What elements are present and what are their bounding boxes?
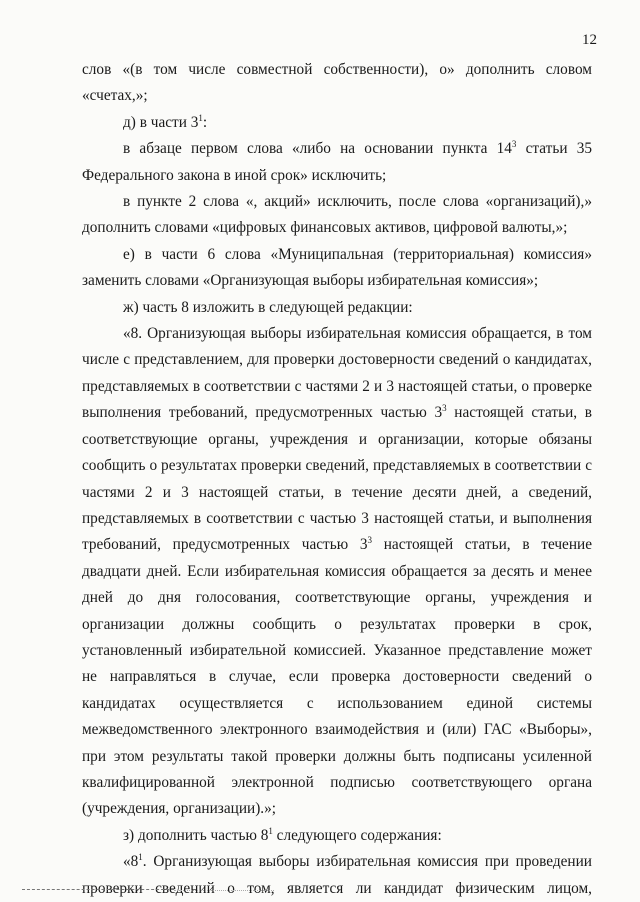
text-run: «8. Организующая выборы избирательная комиссия обращается, в том числе с представлением, для проверки достоверности сведений о кандидатах, представляемых в соответствии с частями 2 и 3 настоящей статьи, о проверке выполнения требований, предусмотренных частью 3 bbox=[82, 325, 592, 422]
text-run: . Организующая выборы избирательная комиссия при проведении проверки сведений о том, является ли кандидат физическим лицом, bbox=[82, 853, 592, 897]
text-run: ж) часть 8 изложить в следующей редакции: bbox=[123, 298, 413, 316]
text-run: статьи 35 Федерального закона в иной срок» исключить; bbox=[82, 140, 592, 184]
text-run: настоящей статьи, в соответствующие органы, учреждения и организации, которые обязаны сообщить о результатах проверки сведений, представляемых в соответствии с частями 2 и 3 настоящей статьи, в течение десяти дней, а сведений, представляемых в соответствии с частью 3 настоящей статьи, и выполнения требований, предусмотренных частью 3 bbox=[82, 404, 592, 554]
text-run: в абзаце первом слова «либо на основании пункта 14 bbox=[123, 140, 512, 158]
text-run: в пункте 2 слова «, акций» исключить, после слова «организаций),» дополнить словами «цифровых финансовых активов, цифровой валюты,»; bbox=[82, 193, 592, 237]
paragraph-p4 bbox=[82, 189, 592, 242]
text-run: слов «(в том числе совместной собственности), о» дополнить словом «счетах,»; bbox=[82, 61, 592, 105]
text-run: настоящей статьи, в течение двадцати дней. Если избирательная комиссия обращается за десять и менее дней до дня голосования, соответствующие органы, учреждения и организации должны сообщить о результатах проверки в срок, установленный избирательной комиссией. Указанное представление может не направляться в случае, если проверка достоверности сведений о кандидатах осуществляется с использованием единой системы межведомственного электронного взаимодействия и (или) ГАС «Выборы», при этом результаты такой проверки должны быть подписаны усиленной квалифицированной электронной подписью соответствующего органа (учреждения, организации).»; bbox=[82, 536, 593, 818]
document-body bbox=[82, 57, 592, 902]
text-run: «8 bbox=[123, 853, 139, 871]
paragraph-p6 bbox=[82, 295, 592, 321]
paragraph-p8 bbox=[82, 823, 592, 849]
text-run: д) в части 3 bbox=[123, 113, 199, 131]
text-run: : bbox=[202, 113, 208, 131]
superscript: 1 bbox=[198, 112, 203, 123]
superscript: 3 bbox=[367, 535, 373, 546]
superscript: 1 bbox=[268, 825, 273, 836]
paragraph-p9 bbox=[82, 849, 592, 902]
footer-rule bbox=[22, 889, 174, 890]
text-run: е) в части 6 слова «Муниципальная (территориальная) комиссия» заменить словами «Организующая выборы избирательная комиссия»; bbox=[82, 245, 592, 290]
paragraph-p7 bbox=[82, 321, 592, 823]
paragraph-p2 bbox=[82, 110, 592, 136]
superscript: 3 bbox=[442, 403, 447, 414]
text-run: следующего содержания: bbox=[272, 826, 442, 844]
page-number: 12 bbox=[582, 32, 597, 48]
text-run: з) дополнить частью 8 bbox=[123, 826, 269, 844]
superscript: 1 bbox=[138, 852, 143, 863]
paragraph-p5 bbox=[82, 242, 592, 295]
paragraph-p1 bbox=[82, 57, 592, 110]
superscript: 3 bbox=[511, 139, 517, 150]
footer-rule-dotted bbox=[174, 890, 274, 891]
paragraph-p3 bbox=[82, 136, 592, 189]
